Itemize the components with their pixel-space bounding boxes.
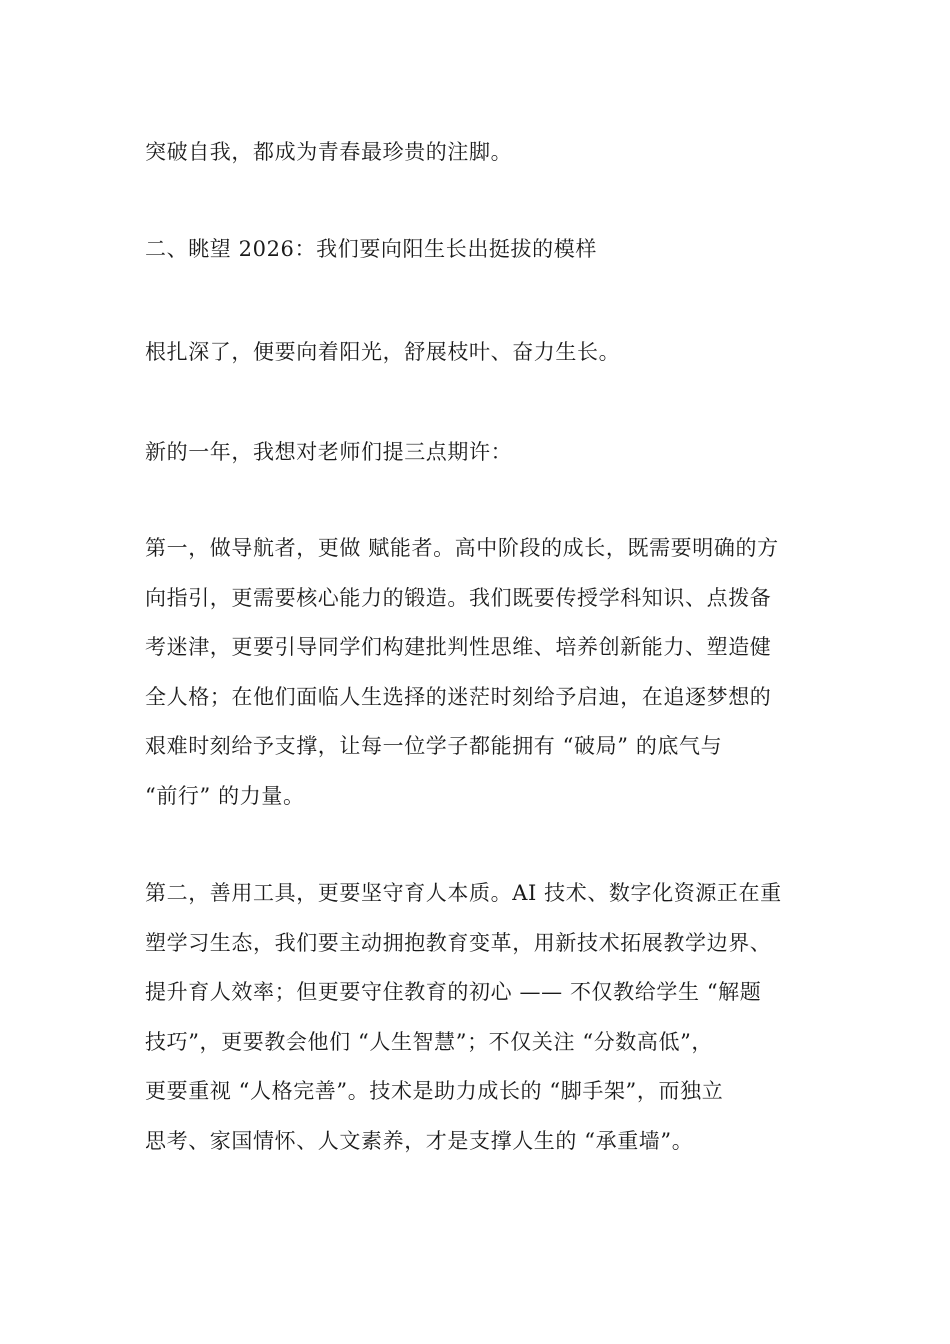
- text-line: 考迷津，更要引导同学们构建批判性思维、培养创新能力、塑造健: [145, 635, 772, 659]
- text-line: 思考、家国情怀、人文素养，才是支撑人生的 “承重墙”。: [145, 1128, 694, 1153]
- text-line: 塑学习生态，我们要主动拥抱教育变革，用新技术拓展教学边界、: [145, 930, 772, 955]
- text-line: 提升育人效率；但更要守住教育的初心 —— 不仅教给学生 “解题: [145, 980, 762, 1004]
- text-line: 全人格；在他们面临人生选择的迷茫时刻给予启迪，在追逐梦想的: [145, 684, 772, 709]
- text-line: “前行” 的力量。: [145, 783, 305, 808]
- text-line: 更要重视 “人格完善”。技术是助力成长的 “脚手架”，而独立: [145, 1079, 724, 1103]
- text-line: 向指引，更需要核心能力的锻造。我们既要传授学科知识、点拨备: [145, 585, 772, 610]
- text-line: 技巧”，更要教会他们 “人生智慧”；不仅关注 “分数高低”，: [145, 1029, 714, 1054]
- text-line: 第二，善用工具，更要坚守育人本质。AI 技术、数字化资源正在重: [145, 881, 782, 905]
- text-line: 第一，做导航者，更做 赋能者。高中阶段的成长，既需要明确的方: [145, 536, 779, 560]
- section-heading: 二、眺望 2026：我们要向阳生长出挺拔的模样: [145, 237, 597, 261]
- text-line: 艰难时刻给予支撑，让每一位学子都能拥有 “破局” 的底气与: [145, 734, 723, 758]
- paragraph-expectations: 新的一年，我想对老师们提三点期许：: [145, 440, 513, 464]
- paragraph-point-one: [145, 524, 805, 821]
- paragraph-continuation: 突破自我，都成为青春最珍贵的注脚。: [145, 140, 513, 164]
- paragraph-intro: 根扎深了，便要向着阳光，舒展枝叶、奋力生长。: [145, 340, 621, 364]
- paragraph-point-two: [145, 869, 805, 1166]
